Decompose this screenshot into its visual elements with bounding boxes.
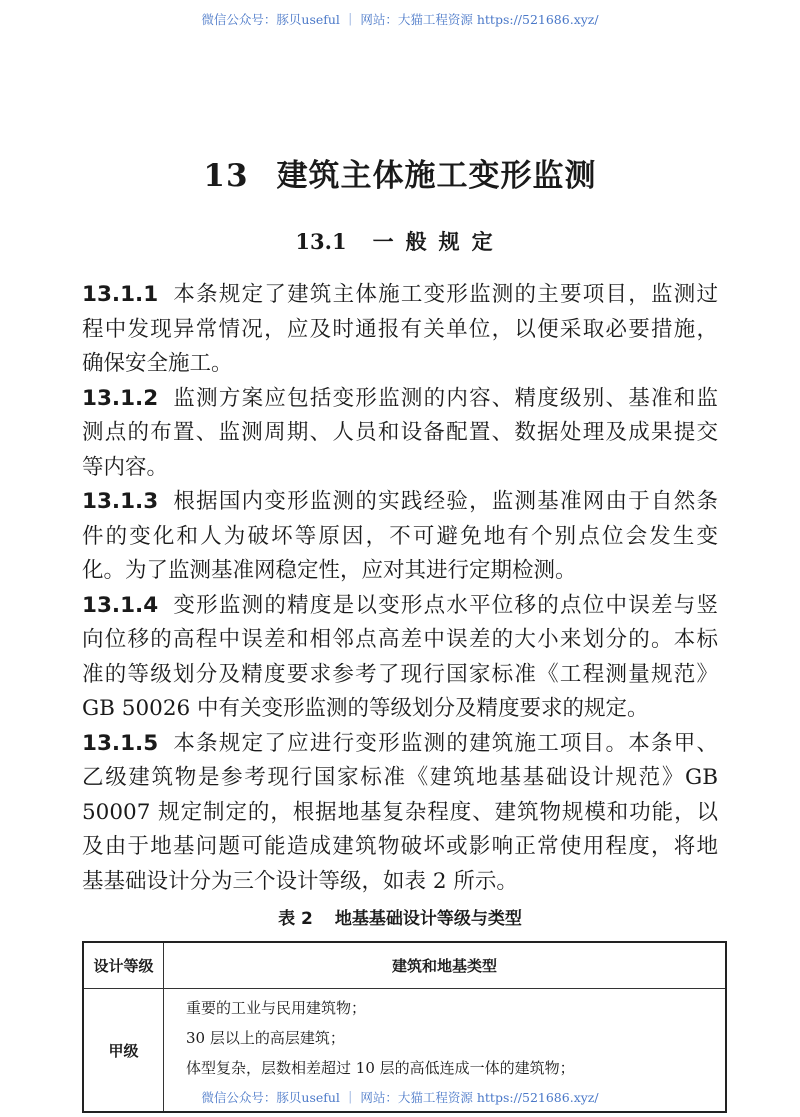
- table-header-grade: 设计等级: [83, 942, 164, 989]
- line-text: GB 50026 中有关变形监测的等级划分及精度要求的规定。: [82, 696, 649, 721]
- paragraph-13-1-1: [82, 278, 718, 382]
- line-text: 准的等级划分及精度要求参考了现行国家标准《工程测量规范》: [82, 661, 718, 687]
- section-title-text: 一般规定: [372, 229, 505, 254]
- line-text: 及由于地基问题可能造成建筑物破坏或影响正常使用程度，将地: [82, 834, 718, 859]
- line-text: 向位移的高程中误差和相邻点高差中误差的大小来划分的。本标: [82, 627, 718, 652]
- text-line: [82, 451, 718, 486]
- text-line: [82, 485, 718, 520]
- paragraph-13-1-5: [82, 727, 718, 900]
- text-line: [82, 554, 718, 589]
- clause-number: 13.1.4: [82, 592, 159, 618]
- line-text: 等内容。: [82, 454, 169, 480]
- clause-number: 13.1.5: [82, 730, 159, 756]
- design-grade-table: [82, 941, 727, 1113]
- line-text: 根据国内变形监测的实践经验，监测基准网由于自然条: [172, 489, 718, 514]
- text-line: [82, 727, 718, 762]
- section-number: 13.1: [295, 229, 347, 254]
- line-text: 基基础设计分为三个设计等级，如表 2 所示。: [82, 868, 518, 894]
- text-line: [82, 313, 718, 348]
- text-line: [82, 347, 718, 382]
- paragraph-13-1-3: [82, 485, 718, 589]
- text-line: [82, 589, 718, 624]
- text-line: [82, 520, 718, 555]
- text-line: [82, 796, 718, 831]
- text-line: [82, 623, 718, 658]
- table-caption-number: 表 2: [278, 909, 313, 929]
- table-caption: [0, 908, 800, 930]
- text-line: [82, 658, 718, 693]
- watermark-bottom: 微信公众号：豚贝useful ｜ 网站：大猫工程资源 https://521686.xyz/: [201, 1090, 599, 1105]
- body-text: [82, 278, 718, 899]
- chapter-number: 13: [203, 158, 249, 194]
- chapter-title: [0, 150, 800, 195]
- type-item: 重要的工业与民用建筑物；: [186, 999, 367, 1017]
- line-text: 50007 规定制定的，根据地基复杂程度、建筑物规模和功能，以: [82, 799, 718, 825]
- text-line: [82, 692, 718, 727]
- text-line: [82, 830, 718, 865]
- text-line: [82, 761, 718, 796]
- text-line: [82, 865, 718, 900]
- text-line: [82, 278, 718, 313]
- line-text: 乙级建筑物是参考现行国家标准《建筑地基基础设计规范》GB: [82, 765, 718, 790]
- line-text: 测点的布置、监测周期、人员和设备配置、数据处理及成果提交: [82, 420, 718, 445]
- text-line: [82, 382, 718, 417]
- line-text: 确保安全施工。: [82, 351, 233, 376]
- table-caption-title: 地基基础设计等级与类型: [334, 909, 522, 929]
- clause-number: 13.1.2: [82, 385, 159, 411]
- watermark-top: 微信公众号：豚贝useful ｜ 网站：大猫工程资源 https://521686.xyz/: [201, 12, 599, 27]
- grade-cell: 甲级: [83, 989, 164, 1113]
- section-title: [0, 226, 800, 256]
- clause-number: 13.1.3: [82, 489, 159, 514]
- table-header-row: [83, 942, 726, 989]
- type-item: 体型复杂，层数相差超过 10 层的高低连成一体的建筑物；: [186, 1059, 575, 1077]
- line-text: 变形监测的精度是以变形点水平位移的点位中误差与竖: [172, 592, 718, 618]
- type-item: 30 层以上的高层建筑；: [186, 1029, 345, 1047]
- table-header-type: 建筑和地基类型: [164, 942, 727, 989]
- clause-number: 13.1.1: [82, 282, 159, 307]
- line-text: 本条规定了应进行变形监测的建筑施工项目。本条甲、: [172, 730, 718, 756]
- chapter-title-text: 建筑主体施工变形监测: [276, 158, 597, 194]
- line-text: 监测方案应包括变形监测的内容、精度级别、基准和监: [172, 385, 718, 411]
- text-line: [82, 416, 718, 451]
- line-text: 本条规定了建筑主体施工变形监测的主要项目，监测过: [172, 282, 718, 307]
- paragraph-13-1-4: [82, 589, 718, 727]
- line-text: 件的变化和人为破坏等原因，不可避免地有个别点位会发生变: [82, 523, 718, 549]
- line-text: 程中发现异常情况，应及时通报有关单位，以便采取必要措施，: [82, 316, 718, 342]
- line-text: 化。为了监测基准网稳定性，应对其进行定期检测。: [82, 558, 577, 583]
- paragraph-13-1-2: [82, 382, 718, 486]
